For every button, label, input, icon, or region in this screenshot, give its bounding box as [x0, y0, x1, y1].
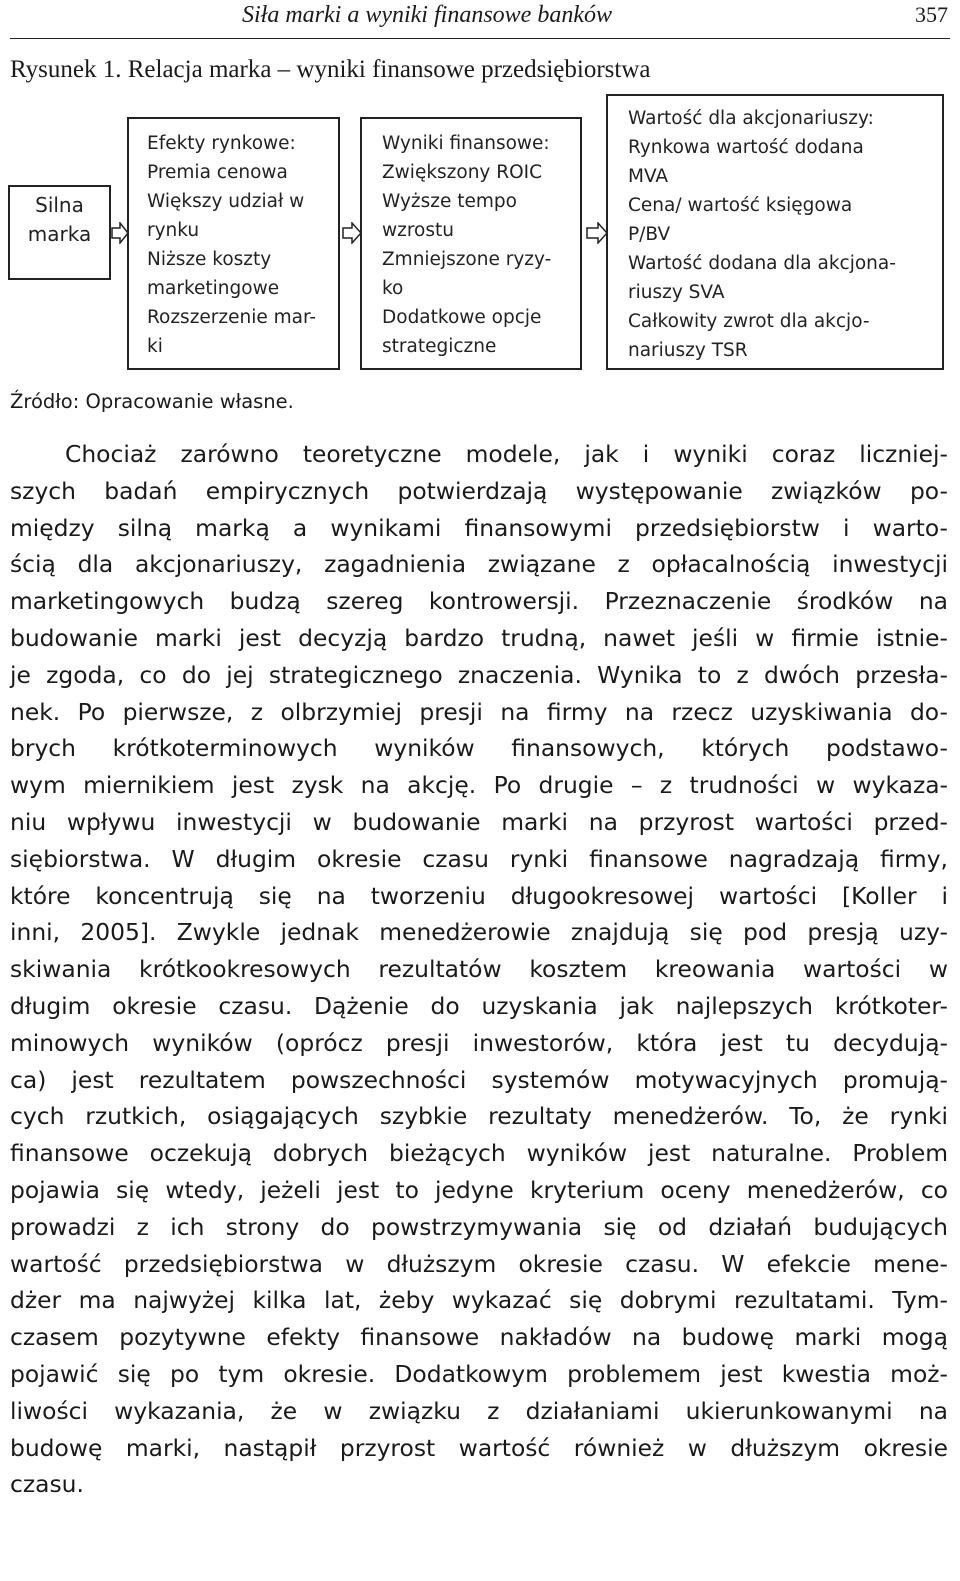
text-line: między silną marką a wynikami finansowymi przedsiębiorstw i warto-	[10, 513, 948, 542]
text-line: Chociaż zarówno teoretyczne modele, jak i wyniki coraz liczniej-	[65, 440, 948, 468]
figure-source: Źródło: Opracowanie własne.	[10, 390, 294, 413]
box-line: Wartość dodana dla akcjona-	[628, 253, 896, 274]
box-line: P/BV	[628, 224, 671, 245]
box-line: Cena/ wartość księgowa	[628, 195, 853, 216]
box-line: Zmniejszone ryzy-	[382, 249, 552, 270]
text-line: pojawić się po tym okresie. Dodatkowym problemem jest kwestia moż-	[10, 1359, 948, 1388]
arrow-right-icon	[586, 222, 608, 244]
text-line: pojawia się wtedy, jeżeli jest to jedyne kryterium oceny menedżerów, co	[10, 1175, 948, 1204]
box-line: ki	[147, 336, 163, 357]
box-line: marka	[27, 222, 92, 246]
arrow-right-icon	[111, 222, 129, 244]
text-line: inni, 2005]. Zwykle jednak menedżerowie znajdują się pod presją uzy-	[10, 918, 948, 947]
box-line: Zwiększony ROIC	[382, 162, 543, 183]
text-line: prowadzi z ich strony do powstrzymywania się od działań budujących	[10, 1212, 948, 1241]
text-line: szych badań empirycznych potwierdzają występowanie związków po-	[10, 476, 948, 505]
diagram-box-efekty-rynkowe	[127, 117, 340, 370]
text-line: ścią dla akcjonariuszy, zagadnienia związane z opłacalnością inwestycji	[10, 550, 948, 579]
text-line: czasu.	[10, 1470, 84, 1499]
diagram-box-wartosc-dla-akcjonariuszy	[606, 94, 944, 370]
box-line: Rozszerzenie mar-	[147, 307, 317, 328]
text-line: dżer ma najwyżej kilka lat, żeby wykazać się dobrymi rezultatami. Tym-	[10, 1286, 948, 1315]
box-line: nariuszy TSR	[628, 340, 748, 361]
text-line: wym miernikiem jest zysk na akcję. Po drugie – z trudności w wykaza-	[10, 771, 948, 800]
box-line: Dodatkowe opcje	[382, 307, 542, 328]
text-line: finansowe oczekują dobrych bieżących wyników jest naturalne. Problem	[10, 1139, 948, 1168]
diagram-box-wyniki-finansowe	[360, 117, 582, 370]
text-line: budowanie marki jest decyzją bardzo trudną, nawet jeśli w firmie istnie-	[10, 623, 948, 652]
box-line: strategiczne	[382, 336, 497, 357]
text-line: niu wpływu inwestycji w budowanie marki na przyrost wartości przed-	[10, 807, 948, 836]
box-heading: Wyniki finansowe:	[382, 133, 550, 154]
running-title: Siła marki a wyniki finansowe banków	[242, 2, 612, 28]
box-line: Całkowity zwrot dla akcjo-	[628, 311, 870, 332]
text-line: czasem pozytywne efekty finansowe nakładów na budowę marki mogą	[10, 1323, 948, 1352]
box-line: marketingowe	[147, 278, 280, 299]
box-line: Rynkowa wartość dodana	[628, 137, 864, 158]
body-paragraph	[10, 436, 948, 1503]
box-line: Premia cenowa	[147, 162, 288, 183]
box-line: Wyższe tempo	[382, 191, 517, 212]
figure-title: Rysunek 1. Relacja marka – wyniki finansowe przedsiębiorstwa	[10, 56, 651, 83]
text-line: je zgoda, co do jej strategicznego znaczenia. Wynika to z dwóch przesła-	[10, 660, 948, 689]
box-line: Silna	[35, 193, 84, 217]
text-line: ca) jest rezultatem powszechności systemów motywacyjnych promują-	[10, 1065, 948, 1094]
box-line: rynku	[147, 220, 200, 241]
text-line: siębiorstwa. W długim okresie czasu rynki finansowe nagradzają firmy,	[10, 844, 948, 873]
text-line: cych rzutkich, osiągających szybkie rezultaty menedżerów. To, że rynki	[10, 1102, 948, 1131]
text-line: minowych wyników (oprócz presji inwestorów, która jest tu decydują-	[10, 1028, 948, 1057]
box-heading: Efekty rynkowe:	[147, 133, 296, 154]
text-line: skiwania krótkookresowych rezultatów kosztem kreowania wartości w	[10, 955, 948, 984]
text-line: marketingowych budzą szereg kontrowersji. Przeznaczenie środków na	[10, 587, 948, 616]
text-line: nek. Po pierwsze, z olbrzymiej presji na firmy na rzecz uzyskiwania do-	[10, 697, 948, 726]
box-heading: Wartość dla akcjonariuszy:	[628, 108, 874, 129]
text-line: brych krótkoterminowych wyników finansowych, których podstawo-	[10, 734, 948, 763]
box-line: Niższe koszty	[147, 249, 272, 270]
text-line: długim okresie czasu. Dążenie do uzyskania jak najlepszych krótkoter-	[10, 991, 948, 1020]
running-header	[10, 0, 950, 39]
box-line: ko	[382, 278, 404, 299]
box-line: MVA	[628, 166, 669, 187]
diagram-box-silna-marka	[8, 185, 111, 280]
text-line: liwości wykazania, że w związku z działaniami ukierunkowanymi na	[10, 1396, 948, 1425]
text-line: budowę marki, nastąpił przyrost wartość również w dłuższym okresie	[10, 1433, 948, 1462]
text-line: wartość przedsiębiorstwa w dłuższym okresie czasu. W efekcie mene-	[10, 1249, 948, 1278]
text-line: które koncentrują się na tworzeniu długookresowej wartości [Koller i	[10, 881, 948, 910]
box-line: riuszy SVA	[628, 282, 725, 303]
arrow-right-icon	[342, 222, 362, 244]
box-line: Większy udział w	[147, 191, 305, 212]
page-number: 357	[915, 2, 948, 27]
box-line: wzrostu	[382, 220, 454, 241]
